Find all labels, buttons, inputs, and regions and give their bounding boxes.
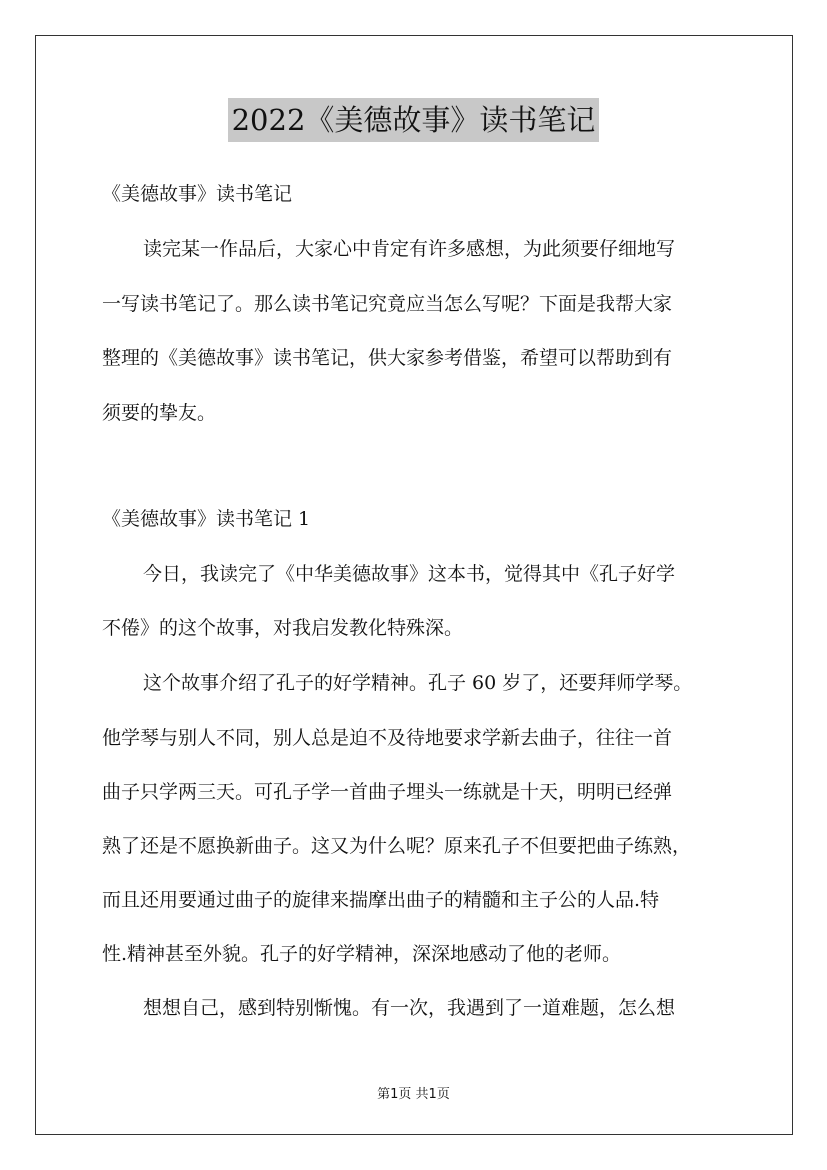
paragraph-line: 不倦》的这个故事，对我启发教化特殊深。 xyxy=(102,617,464,639)
paragraph-line: 想想自己，感到特别惭愧。有一次，我遇到了一道难题，怎么想 xyxy=(143,997,676,1019)
paragraph-line: 性.精神甚至外貌。孔子的好学精神，深深地感动了他的老师。 xyxy=(102,943,622,965)
document-title: 2022《美德故事》读书笔记 xyxy=(228,98,600,142)
title-container xyxy=(0,98,827,142)
paragraph-line: 曲子只学两三天。可孔子学一首曲子埋头一练就是十天，明明已经弹 xyxy=(102,781,673,803)
paragraph-line: 读完某一作品后，大家心中肯定有许多感想，为此须要仔细地写 xyxy=(143,238,676,260)
paragraph-line: 须要的挚友。 xyxy=(102,402,217,424)
section-heading: 《美德故事》读书笔记 1 xyxy=(102,508,311,530)
paragraph-line: 整理的《美德故事》读书笔记，供大家参考借鉴，希望可以帮助到有 xyxy=(102,347,673,369)
page-footer: 第1页 共1页 xyxy=(377,1087,450,1102)
paragraph-line: 他学琴与别人不同，别人总是迫不及待地要求学新去曲子，往往一首 xyxy=(102,727,673,749)
section-heading: 《美德故事》读书笔记 xyxy=(102,183,293,205)
paragraph-line: 今日，我读完了《中华美德故事》这本书，觉得其中《孔子好学 xyxy=(143,563,676,585)
paragraph-line: 一写读书笔记了。那么读书笔记究竟应当怎么写呢？下面是我帮大家 xyxy=(102,293,673,315)
paragraph-line: 这个故事介绍了孔子的好学精神。孔子 60 岁了，还要拜师学琴。 xyxy=(143,672,693,694)
paragraph-line: 熟了还是不愿换新曲子。这又为什么呢？原来孔子不但要把曲子练熟， xyxy=(102,835,692,857)
paragraph-line: 而且还用要通过曲子的旋律来揣摩出曲子的精髓和主子公的人品.特 xyxy=(102,889,660,911)
